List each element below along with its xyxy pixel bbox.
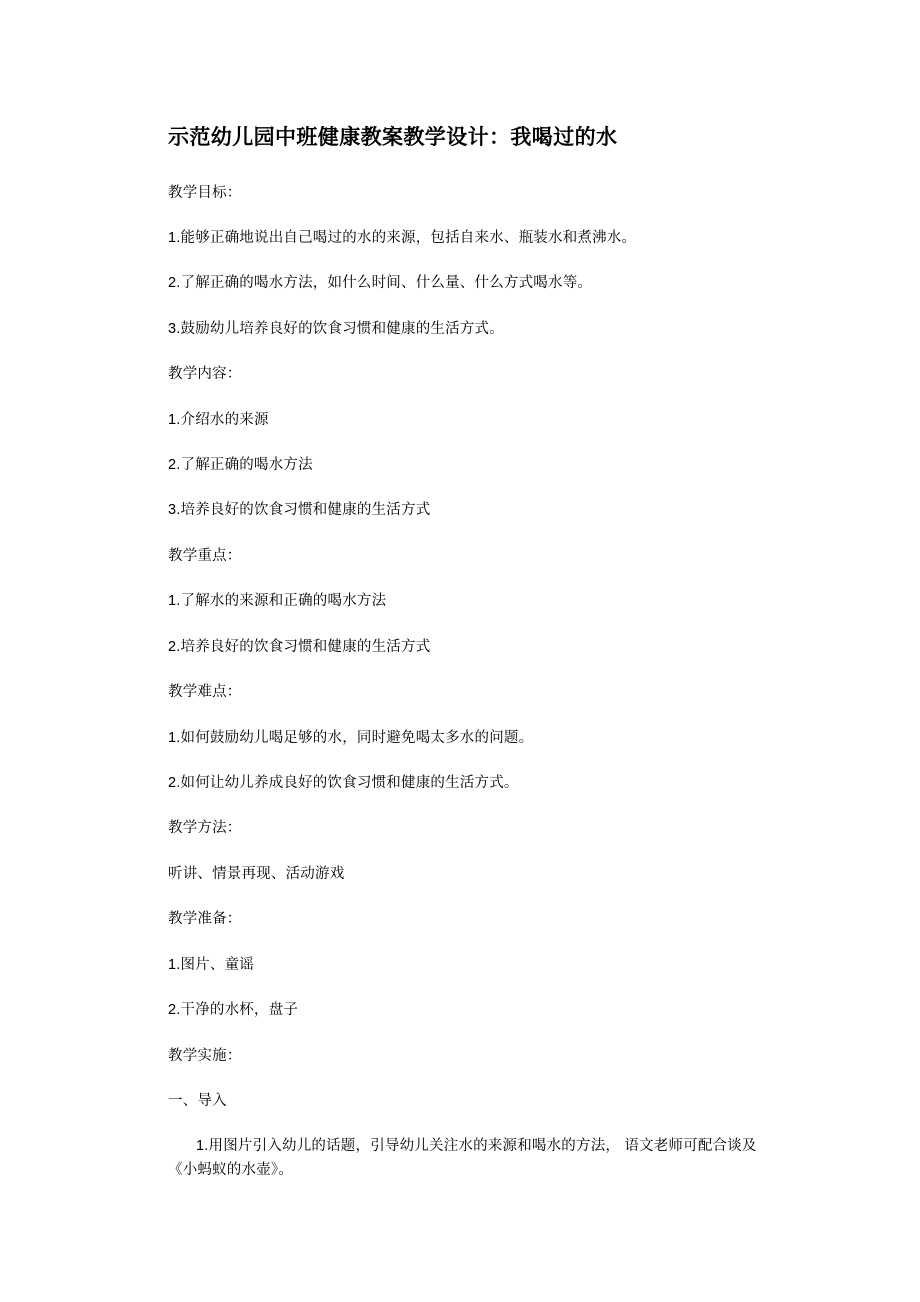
document-paragraph: 1.图片、童谣 — [168, 956, 254, 973]
document-paragraph: 教学准备： — [168, 911, 242, 928]
page-title: 示范幼儿园中班健康教案教学设计：我喝过的水 — [168, 126, 618, 149]
document-paragraph: 3.培养良好的饮食习惯和健康的生活方式 — [168, 502, 431, 519]
document-paragraph: 2.培养良好的饮食习惯和健康的生活方式 — [168, 638, 431, 655]
document-paragraph: 听讲、情景再现、活动游戏 — [168, 865, 345, 882]
document-paragraph: 1.介绍水的来源 — [168, 411, 269, 428]
document-paragraph: 2.了解正确的喝水方法 — [168, 457, 313, 474]
document-paragraph: 教学内容： — [168, 366, 242, 383]
document-paragraph: 教学实施： — [168, 1047, 242, 1064]
document-paragraph: 2.了解正确的喝水方法，如什么时间、什么量、什么方式喝水等。 — [168, 275, 593, 292]
document-paragraph: 3.鼓励幼儿培养良好的饮食习惯和健康的生活方式。 — [168, 320, 504, 337]
document-paragraph: 1.用图片引入幼儿的话题，引导幼儿关注水的来源和喝水的方法， 语文老师可配合谈及《小蚂蚁的水壶》。 — [168, 1138, 757, 1179]
document-paragraph: 1.了解水的来源和正确的喝水方法 — [168, 593, 387, 610]
document-paragraph: 1.能够正确地说出自己喝过的水的来源，包括自来水、瓶装水和煮沸水。 — [168, 229, 637, 246]
document-paragraph: 一、导入 — [168, 1092, 227, 1109]
document-body — [168, 182, 780, 1184]
document-paragraph: 教学方法： — [168, 820, 242, 837]
document-paragraph: 2.如何让幼儿养成良好的饮食习惯和健康的生活方式。 — [168, 774, 519, 791]
document-paragraph: 教学重点： — [168, 547, 242, 564]
document-paragraph: 教学难点： — [168, 684, 242, 701]
document-paragraph: 2.干净的水杯，盘子 — [168, 1002, 299, 1019]
document-paragraph: 教学目标： — [168, 184, 242, 201]
document-paragraph: 1.如何鼓励幼儿喝足够的水，同时避免喝太多水的问题。 — [168, 729, 534, 746]
